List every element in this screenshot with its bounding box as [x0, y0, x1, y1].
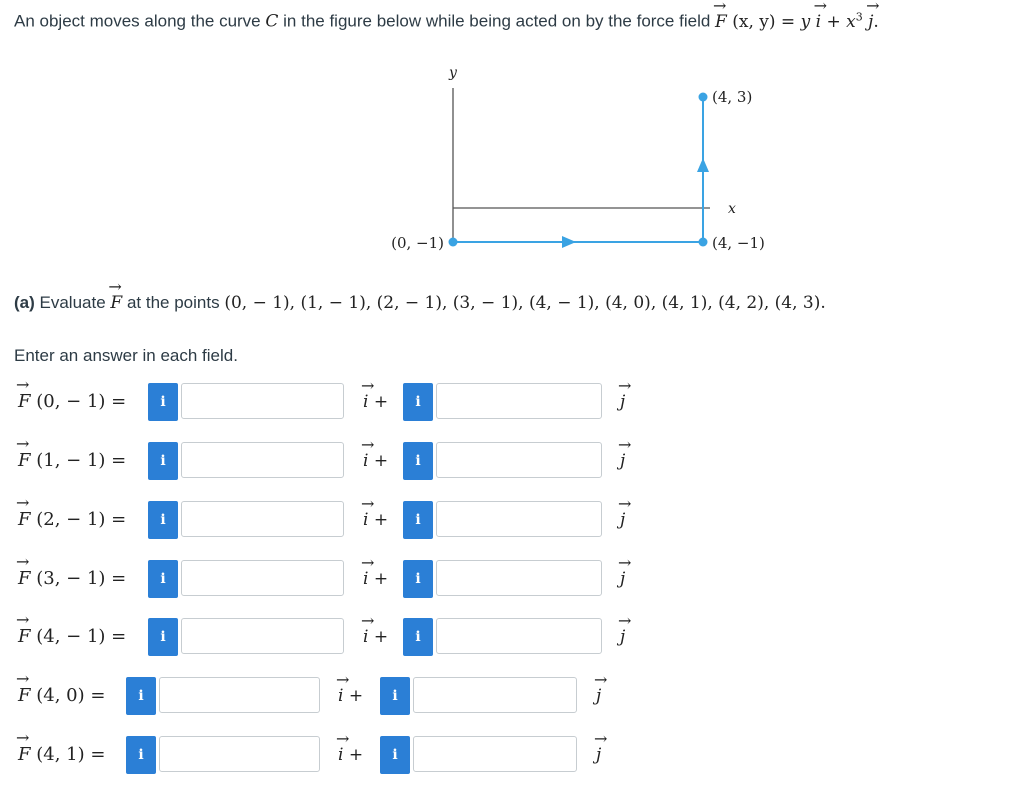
row-label [18, 450, 126, 471]
row-label [18, 626, 126, 647]
end-point-marker [699, 93, 708, 102]
part-a-text2: at the points [126, 293, 220, 312]
direction-arrow-right [562, 236, 576, 248]
part-a-label: (a) [14, 293, 35, 312]
info-button[interactable]: i [403, 442, 433, 480]
i-component-input[interactable] [181, 442, 344, 478]
j-unit-label: → j [620, 451, 625, 471]
row-label [18, 509, 126, 530]
force-symbol: → F [18, 626, 31, 647]
i-component-input[interactable] [159, 736, 320, 772]
info-button[interactable]: i [148, 560, 178, 598]
j-component-input[interactable] [413, 677, 577, 713]
i-unit-label: → i + [338, 686, 363, 706]
j-component-input[interactable] [436, 442, 602, 478]
start-point-label: (0, −1) [391, 234, 444, 252]
point-list: (0, − 1), (1, − 1), (2, − 1), (3, − 1), (4, − 1), (4, 0), (4, 1), (4, 2), (4, 3). [224, 293, 826, 313]
instruction-text: Enter an answer in each field. [14, 346, 238, 365]
i-unit-vector: → i [816, 12, 821, 32]
force-field-args: (x, y) = [732, 11, 796, 32]
force-symbol: → F [18, 450, 31, 471]
info-button[interactable]: i [148, 618, 178, 656]
period: . [873, 11, 879, 32]
j-component-input[interactable] [436, 383, 602, 419]
corner-point-marker [699, 238, 708, 247]
curve-figure [370, 60, 790, 270]
info-button[interactable]: i [148, 383, 178, 421]
direction-arrow-up [697, 158, 709, 172]
i-unit-label: → i + [363, 627, 388, 647]
info-button[interactable]: i [148, 501, 178, 539]
i-unit-label: → i + [338, 745, 363, 765]
i-unit-label: → i + [363, 510, 388, 530]
i-unit-label: → i + [363, 451, 388, 471]
end-point-label: (4, 3) [712, 88, 753, 106]
j-component-input[interactable] [436, 501, 602, 537]
j-unit-label: → j [620, 392, 625, 412]
j-unit-label: → j [596, 686, 601, 706]
i-unit-label: → i + [363, 392, 388, 412]
i-component-input[interactable] [181, 383, 344, 419]
i-component-input[interactable] [159, 677, 320, 713]
row-point: (2, − 1) = [36, 509, 127, 530]
force-x-term: x [846, 11, 856, 32]
force-symbol: → F [18, 685, 31, 706]
intro-suffix: in the figure below while being acted on by the force field [283, 11, 711, 31]
i-unit-label: → i + [363, 569, 388, 589]
j-unit-vector: → j [868, 12, 873, 32]
row-label [18, 568, 126, 589]
row-label [18, 685, 105, 706]
j-unit-label: → j [596, 745, 601, 765]
row-point: (4, 0) = [36, 685, 106, 706]
problem-intro [14, 10, 879, 32]
start-point-marker [449, 238, 458, 247]
row-point: (3, − 1) = [36, 568, 127, 589]
info-button[interactable]: i [403, 383, 433, 421]
info-button[interactable]: i [126, 677, 156, 715]
force-symbol: → F [110, 293, 122, 313]
row-point: (4, 1) = [36, 744, 106, 765]
force-symbol: → F [18, 568, 31, 589]
force-symbol: → F [18, 509, 31, 530]
row-point: (1, − 1) = [36, 450, 127, 471]
row-point: (0, − 1) = [36, 391, 127, 412]
plus-sign: + [826, 11, 841, 32]
corner-point-label: (4, −1) [712, 234, 765, 252]
j-unit-label: → j [620, 627, 625, 647]
part-a-prompt [14, 293, 826, 313]
curve-name: C [265, 11, 279, 32]
force-symbol: → F [18, 744, 31, 765]
force-y-term: y [800, 11, 811, 32]
info-button[interactable]: i [148, 442, 178, 480]
i-component-input[interactable] [181, 560, 344, 596]
force-field-symbol: → F [715, 12, 727, 32]
i-component-input[interactable] [181, 618, 344, 654]
j-unit-label: → j [620, 510, 625, 530]
x-axis-label: x [728, 201, 736, 217]
exponent: 3 [855, 10, 863, 23]
part-a-text: Evaluate [39, 293, 106, 312]
row-label [18, 744, 105, 765]
force-symbol: → F [18, 391, 31, 412]
info-button[interactable]: i [380, 736, 410, 774]
info-button[interactable]: i [380, 677, 410, 715]
j-component-input[interactable] [436, 618, 602, 654]
info-button[interactable]: i [403, 501, 433, 539]
info-button[interactable]: i [403, 560, 433, 598]
info-button[interactable]: i [126, 736, 156, 774]
row-point: (4, − 1) = [36, 626, 127, 647]
i-component-input[interactable] [181, 501, 344, 537]
j-unit-label: → j [620, 569, 625, 589]
j-component-input[interactable] [436, 560, 602, 596]
y-axis-label: y [449, 65, 457, 81]
info-button[interactable]: i [403, 618, 433, 656]
row-label [18, 391, 126, 412]
j-component-input[interactable] [413, 736, 577, 772]
intro-prefix: An object moves along the curve [14, 11, 261, 31]
